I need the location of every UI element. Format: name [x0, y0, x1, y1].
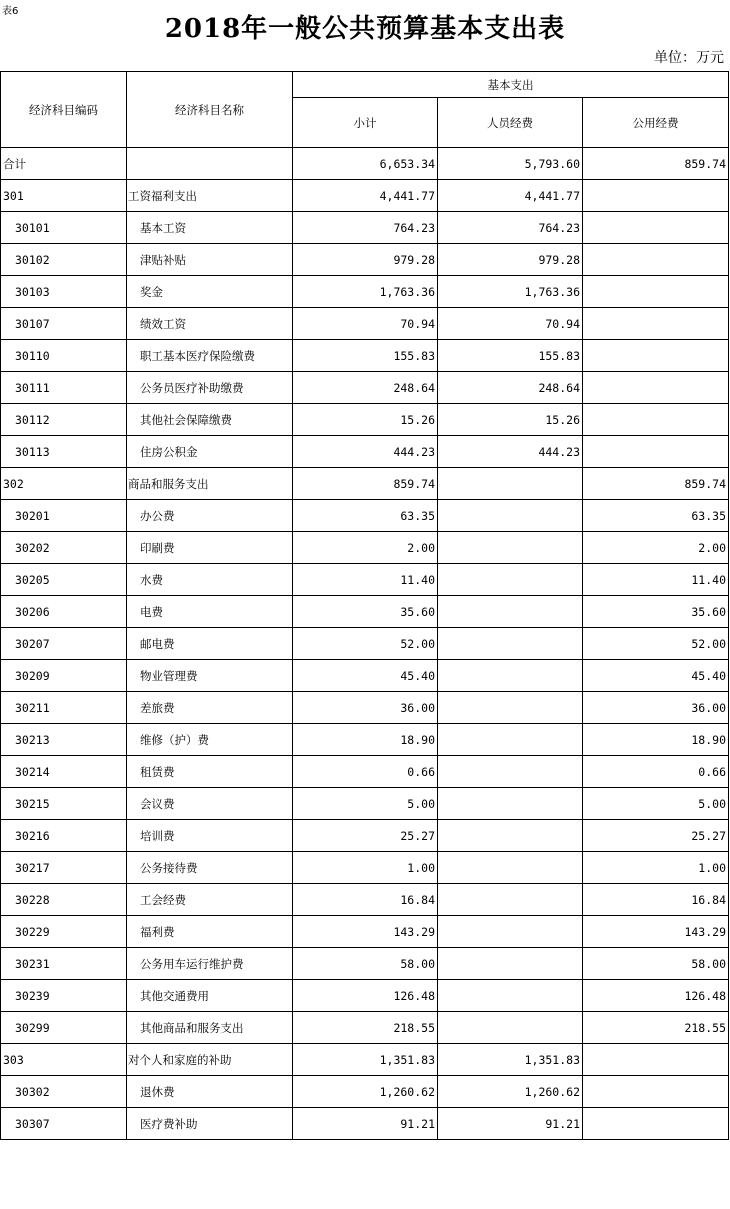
personnel-cell	[438, 916, 583, 948]
subtotal-cell: 2.00	[293, 532, 438, 564]
table-row	[1, 468, 729, 500]
table-row	[1, 884, 729, 916]
total-name-cell	[127, 148, 293, 180]
subtotal-cell: 1,351.83	[293, 1044, 438, 1076]
personnel-cell	[438, 1012, 583, 1044]
account-name-cell: 商品和服务支出	[127, 468, 293, 500]
personnel-cell	[438, 500, 583, 532]
account-code-cell: 30214	[1, 756, 127, 788]
personnel-cell	[438, 596, 583, 628]
total-subtotal: 6,653.34	[293, 148, 438, 180]
subtotal-cell: 218.55	[293, 1012, 438, 1044]
table-row	[1, 1044, 729, 1076]
subtotal-cell: 126.48	[293, 980, 438, 1012]
account-code-cell: 30201	[1, 500, 127, 532]
personnel-cell	[438, 692, 583, 724]
account-name-cell: 福利费	[127, 916, 293, 948]
public-cell: 126.48	[583, 980, 729, 1012]
subtotal-cell: 248.64	[293, 372, 438, 404]
table-row	[1, 1076, 729, 1108]
total-label: 合计	[1, 148, 127, 180]
subtotal-cell: 4,441.77	[293, 180, 438, 212]
account-code-cell: 30216	[1, 820, 127, 852]
public-cell: 45.40	[583, 660, 729, 692]
table-row	[1, 180, 729, 212]
public-cell: 18.90	[583, 724, 729, 756]
account-code-cell: 30111	[1, 372, 127, 404]
personnel-cell: 155.83	[438, 340, 583, 372]
public-cell	[583, 1076, 729, 1108]
header-row-1	[1, 72, 729, 98]
subtotal-cell: 859.74	[293, 468, 438, 500]
account-code-cell: 30107	[1, 308, 127, 340]
account-name-cell: 住房公积金	[127, 436, 293, 468]
header-subtotal: 小计	[293, 98, 438, 148]
public-cell: 16.84	[583, 884, 729, 916]
unit-label: 单位：万元	[654, 50, 724, 66]
account-name-cell: 退休费	[127, 1076, 293, 1108]
account-name-cell: 其他商品和服务支出	[127, 1012, 293, 1044]
account-code-cell: 30103	[1, 276, 127, 308]
table-row	[1, 244, 729, 276]
subtotal-cell: 1,763.36	[293, 276, 438, 308]
public-cell	[583, 212, 729, 244]
public-cell	[583, 1044, 729, 1076]
public-cell: 36.00	[583, 692, 729, 724]
subtotal-cell: 63.35	[293, 500, 438, 532]
subtotal-cell: 155.83	[293, 340, 438, 372]
public-cell: 5.00	[583, 788, 729, 820]
account-code-cell: 30239	[1, 980, 127, 1012]
public-cell	[583, 1108, 729, 1140]
subtotal-cell: 25.27	[293, 820, 438, 852]
personnel-cell	[438, 884, 583, 916]
account-code-cell: 30207	[1, 628, 127, 660]
public-cell	[583, 180, 729, 212]
personnel-cell	[438, 980, 583, 1012]
table-body	[1, 148, 729, 1140]
personnel-cell	[438, 532, 583, 564]
subtotal-cell: 143.29	[293, 916, 438, 948]
account-name-cell: 对个人和家庭的补助	[127, 1044, 293, 1076]
personnel-cell	[438, 564, 583, 596]
account-name-cell: 公务用车运行维护费	[127, 948, 293, 980]
public-cell: 25.27	[583, 820, 729, 852]
public-cell	[583, 404, 729, 436]
account-code-cell: 30228	[1, 884, 127, 916]
table-row	[1, 788, 729, 820]
account-code-cell: 30213	[1, 724, 127, 756]
personnel-cell: 1,351.83	[438, 1044, 583, 1076]
table-row	[1, 948, 729, 980]
public-cell: 35.60	[583, 596, 729, 628]
public-cell	[583, 372, 729, 404]
table-row	[1, 820, 729, 852]
table-row	[1, 340, 729, 372]
account-code-cell: 30231	[1, 948, 127, 980]
header-public: 公用经费	[583, 98, 729, 148]
account-name-cell: 物业管理费	[127, 660, 293, 692]
account-code-cell: 301	[1, 180, 127, 212]
public-cell	[583, 340, 729, 372]
public-cell	[583, 436, 729, 468]
subtotal-cell: 70.94	[293, 308, 438, 340]
table-row	[1, 724, 729, 756]
account-name-cell: 培训费	[127, 820, 293, 852]
table-row	[1, 1108, 729, 1140]
subtotal-cell: 91.21	[293, 1108, 438, 1140]
personnel-cell: 979.28	[438, 244, 583, 276]
subtotal-cell: 1.00	[293, 852, 438, 884]
personnel-cell	[438, 948, 583, 980]
table-row	[1, 532, 729, 564]
personnel-cell: 1,763.36	[438, 276, 583, 308]
account-code-cell: 30110	[1, 340, 127, 372]
table-row	[1, 436, 729, 468]
account-code-cell: 30112	[1, 404, 127, 436]
personnel-cell: 1,260.62	[438, 1076, 583, 1108]
table-row	[1, 564, 729, 596]
subtotal-cell: 45.40	[293, 660, 438, 692]
subtotal-cell: 1,260.62	[293, 1076, 438, 1108]
account-name-cell: 工会经费	[127, 884, 293, 916]
personnel-cell	[438, 628, 583, 660]
table-row	[1, 916, 729, 948]
table-row	[1, 212, 729, 244]
personnel-cell	[438, 724, 583, 756]
table-row	[1, 980, 729, 1012]
public-cell: 218.55	[583, 1012, 729, 1044]
table-row	[1, 660, 729, 692]
personnel-cell: 70.94	[438, 308, 583, 340]
personnel-cell	[438, 660, 583, 692]
header-basic-expenditure: 基本支出	[293, 72, 729, 98]
subtotal-cell: 58.00	[293, 948, 438, 980]
public-cell: 859.74	[583, 468, 729, 500]
account-name-cell: 其他交通费用	[127, 980, 293, 1012]
account-name-cell: 邮电费	[127, 628, 293, 660]
account-name-cell: 租赁费	[127, 756, 293, 788]
personnel-cell: 4,441.77	[438, 180, 583, 212]
total-personnel: 5,793.60	[438, 148, 583, 180]
subtotal-cell: 52.00	[293, 628, 438, 660]
public-cell: 1.00	[583, 852, 729, 884]
table-row	[1, 1012, 729, 1044]
subtotal-cell: 35.60	[293, 596, 438, 628]
total-row	[1, 148, 729, 180]
subtotal-cell: 11.40	[293, 564, 438, 596]
header-name: 经济科目名称	[127, 72, 293, 148]
table-row	[1, 692, 729, 724]
account-code-cell: 30101	[1, 212, 127, 244]
account-code-cell: 302	[1, 468, 127, 500]
account-name-cell: 公务员医疗补助缴费	[127, 372, 293, 404]
account-code-cell: 30299	[1, 1012, 127, 1044]
table-row	[1, 276, 729, 308]
table-row	[1, 852, 729, 884]
personnel-cell: 764.23	[438, 212, 583, 244]
public-cell: 63.35	[583, 500, 729, 532]
account-code-cell: 30229	[1, 916, 127, 948]
personnel-cell: 248.64	[438, 372, 583, 404]
table-row	[1, 404, 729, 436]
subtotal-cell: 16.84	[293, 884, 438, 916]
table-row	[1, 500, 729, 532]
personnel-cell: 444.23	[438, 436, 583, 468]
account-name-cell: 维修（护）费	[127, 724, 293, 756]
subtotal-cell: 18.90	[293, 724, 438, 756]
account-name-cell: 印刷费	[127, 532, 293, 564]
table-row	[1, 596, 729, 628]
subtotal-cell: 5.00	[293, 788, 438, 820]
subtotal-cell: 979.28	[293, 244, 438, 276]
account-name-cell: 基本工资	[127, 212, 293, 244]
subtotal-cell: 444.23	[293, 436, 438, 468]
public-cell: 58.00	[583, 948, 729, 980]
account-name-cell: 医疗费补助	[127, 1108, 293, 1140]
account-name-cell: 公务接待费	[127, 852, 293, 884]
account-name-cell: 职工基本医疗保险缴费	[127, 340, 293, 372]
account-code-cell: 30202	[1, 532, 127, 564]
account-code-cell: 30206	[1, 596, 127, 628]
personnel-cell	[438, 820, 583, 852]
account-code-cell: 30113	[1, 436, 127, 468]
account-code-cell: 30215	[1, 788, 127, 820]
page-title: 2018年一般公共预算基本支出表	[164, 14, 566, 44]
account-code-cell: 30209	[1, 660, 127, 692]
account-name-cell: 办公费	[127, 500, 293, 532]
public-cell	[583, 244, 729, 276]
account-name-cell: 电费	[127, 596, 293, 628]
table-header	[1, 72, 729, 148]
public-cell: 2.00	[583, 532, 729, 564]
account-name-cell: 奖金	[127, 276, 293, 308]
table-row	[1, 372, 729, 404]
public-cell	[583, 276, 729, 308]
public-cell: 52.00	[583, 628, 729, 660]
table-number-label: 表6	[2, 6, 19, 17]
account-code-cell: 30307	[1, 1108, 127, 1140]
account-name-cell: 津贴补贴	[127, 244, 293, 276]
subtotal-cell: 15.26	[293, 404, 438, 436]
account-name-cell: 会议费	[127, 788, 293, 820]
table-row	[1, 756, 729, 788]
personnel-cell	[438, 756, 583, 788]
account-name-cell: 差旅费	[127, 692, 293, 724]
account-name-cell: 工资福利支出	[127, 180, 293, 212]
account-code-cell: 30211	[1, 692, 127, 724]
header-personnel: 人员经费	[438, 98, 583, 148]
personnel-cell: 91.21	[438, 1108, 583, 1140]
account-name-cell: 水费	[127, 564, 293, 596]
personnel-cell	[438, 852, 583, 884]
subtotal-cell: 0.66	[293, 756, 438, 788]
public-cell: 0.66	[583, 756, 729, 788]
header-code: 经济科目编码	[1, 72, 127, 148]
personnel-cell: 15.26	[438, 404, 583, 436]
public-cell: 143.29	[583, 916, 729, 948]
personnel-cell	[438, 468, 583, 500]
public-cell	[583, 308, 729, 340]
table-row	[1, 628, 729, 660]
account-code-cell: 30102	[1, 244, 127, 276]
account-name-cell: 绩效工资	[127, 308, 293, 340]
account-code-cell: 30217	[1, 852, 127, 884]
account-code-cell: 30205	[1, 564, 127, 596]
subtotal-cell: 36.00	[293, 692, 438, 724]
table-row	[1, 308, 729, 340]
public-cell: 11.40	[583, 564, 729, 596]
total-public: 859.74	[583, 148, 729, 180]
personnel-cell	[438, 788, 583, 820]
budget-table	[0, 71, 729, 1140]
subtotal-cell: 764.23	[293, 212, 438, 244]
account-name-cell: 其他社会保障缴费	[127, 404, 293, 436]
account-code-cell: 30302	[1, 1076, 127, 1108]
account-code-cell: 303	[1, 1044, 127, 1076]
